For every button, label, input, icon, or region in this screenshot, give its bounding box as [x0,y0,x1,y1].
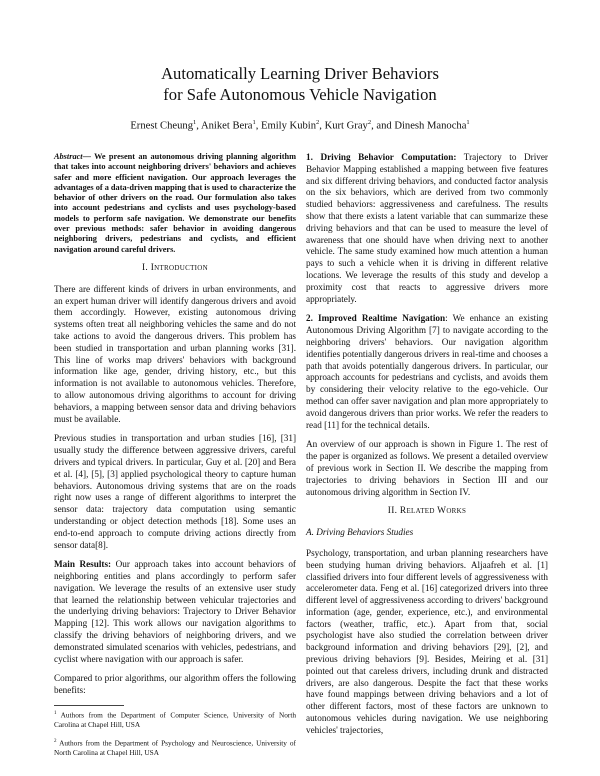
benefit-1-paragraph [306,152,548,305]
footnote-1-mark: 1 [54,711,57,717]
main-results-text: Our approach takes into account behaviors of neighboring entities and plans accordingly to perform safer navigation. We leverage the results of an extensive user study that learned the relationship between vehicular trajectories and the underlying driving behaviors: Trajectory to Driver Behavior Mapping [12]. This work allows our navigation algorithms to classify the driving behaviors of neighboring drivers, and we demonstrated simulated scenarios with vehicles, pedestrians, and cyclist where navigation with our approach is safer. [54,559,296,664]
benefit-2-text: : We enhance an existing Autonomous Driving Algorithm [7] to navigate according to the neighboring drivers' behaviors. Our navigation algorithm identifies potentially dangerous drivers in real-time and chooses a path that avoids potentially dangerous drivers. In particular, our approach accounts for pedestrians and cyclists, and avoids them by considering their velocity relative to the ego-vehicle. Our method can offer saver navigation and plan more appropriately to avoid dangerous drivers than prior works. We refer the readers to read [11] for the technical details. [306,313,548,430]
title-line-2: for Safe Autonomous Vehicle Navigation [163,85,437,104]
footnote-1 [54,709,296,729]
intro-paragraph-1: There are different kinds of drivers in urban environments, and an expert human driver will identify dangerous drivers and avoid them accordingly. However, existing autonomous driving systems often treat all neighboring vehicles the same and do not take actions to avoid the dangerous drivers. This problem has been studied in transportation and urban planning works [31]. This line of works map drivers' behaviors with background information like age, gender, driving history, etc., but this information is not available to autonomous vehicles. Therefore, to allow autonomous driving algorithms to account for driving behaviors, a mapping between sensor data and driving behaviors must be available. [54,283,296,424]
footnote-2-mark: 2 [54,738,57,744]
abstract-dash: — [82,152,95,161]
author-affiliation-mark: 2 [367,119,372,126]
footnote-2 [54,737,296,757]
author-name: Dinesh Manocha [394,120,467,132]
abstract [54,152,296,255]
subsection-heading-driving-behaviors: A. Driving Behaviors Studies [306,527,414,538]
section-heading-related-works: II. Related Works [387,506,467,517]
main-results-label: Main Results: [54,559,112,570]
benefit-1-text: Trajectory to Driver Behavior Mapping established a mapping between five features and six different driving behaviors, and conducted factor analysis on the six behaviors, which are derived from two commonly studied behaviors: aggressiveness and carefulness. The results show that there exists a latent variable that can summarize these driving behaviors and that can be used to measure the level of awareness that one should have when driving next to another vehicle. The same study examined how much attention a human pays to such a vehicle when it is driving in different relative locations. We leverage the results of this study and develop a proximity cost that reacts to aggressive drivers more appropriately. [306,152,548,304]
related-paragraph-1: Psychology, transportation, and urban planning researchers have been studying human driving behaviors. Aljaafreh et al. [1] classified drivers into four different levels of aggressiveness with accelerometer data. Feng et al. [16] categorized drivers into three different level of aggressiveness according to drivers' background information (age, gender, experience, etc.), and environmental factors (weather, traffic, etc.). Apart from that, social psychologist have also studied the correlation between driver background information and driving behaviors [29], [2], and previous driving behaviors [9]. Besides, Meiring et al. [31] pointed out that careless drivers, including drunk and distracted drivers, are also dangerous. Despite the fact that these works have found mappings between driving behaviors and a lot of other different factors, most of these factors are unknown to autonomous vehicles during navigation. We use neighboring vehicles' trajectories, [306,547,548,735]
left-column [54,152,296,765]
abstract-label: Abstract [54,152,83,161]
author-affiliation-mark: 1 [193,119,197,126]
author-name: Emily Kubin [261,120,317,132]
right-column [306,152,548,745]
author-separator: , [319,120,325,132]
footnote-1-text: Authors from the Department of Computer Science, University of North Carolina at Chapel Hill, USA [54,710,296,729]
author-name: Aniket Bera [200,120,253,132]
author-separator: , and [371,120,395,132]
author-separator: , [196,120,201,132]
section-heading-introduction: I. Introduction [142,262,208,273]
author-list [0,116,600,134]
author-affiliation-mark: 2 [316,119,320,126]
benefit-2-label: 2. Improved Realtime Navigation [306,313,446,324]
title-line-1: Automatically Learning Driver Behaviors [161,64,439,83]
main-results-paragraph [54,559,296,665]
benefit-1-label: 1. Driving Behavior Computation: [306,152,457,162]
overview-paragraph: An overview of our approach is shown in Figure 1. The rest of the paper is organized as follows. We present a detailed overview of previous work in Section II. We describe the mapping from trajectories to driving behaviors in Section III and our autonomous driving algorithm in Section IV. [306,439,548,497]
paper-title [0,63,600,105]
author-affiliation-mark: 1 [252,119,256,126]
benefit-2-paragraph [306,313,548,431]
compared-paragraph: Compared to prior algorithms, our algorithm offers the following benefits: [54,673,296,696]
intro-paragraph-2: Previous studies in transportation and urban studies [16], [31] usually study the difference between aggressive drivers, careful drivers and typical drivers. In particular, Guy et al. [20] and Bera et al. [4], [5], [3] applied psychological theory to capture human behaviors. Autonomous driving systems that are on the roads right now uses a range of different algorithms to interpret the sensor data: trajectory data computation using semantic understanding or object detection methods [18]. Some uses an end-to-end approach to compute driving actions directly from sensor data[8]. [54,433,296,550]
author-name: Ernest Cheung [130,120,193,132]
author-separator: , [255,120,261,132]
footnote-2-text: Authors from the Department of Psychology and Neuroscience, University of North Carolina at Chapel Hill, USA [54,738,296,757]
author-affiliation-mark: 1 [466,119,470,126]
abstract-text: We present an autonomous driving planning algorithm that takes into account neighboring drivers' behaviors and achieves safer and more efficient navigation. Our approach leverages the advantages of a data-driven mapping that is used to characterize the behavior of other drivers on the road. Our formulation also takes into account pedestrians and cyclists and uses psychology-based models to perform safe navigation. We demonstrate our benefits over previous methods: safer behavior in avoiding dangerous neighboring drivers, pedestrians and cyclists, and efficient navigation around careful drivers. [54,152,296,254]
author-name: Kurt Gray [324,120,368,132]
